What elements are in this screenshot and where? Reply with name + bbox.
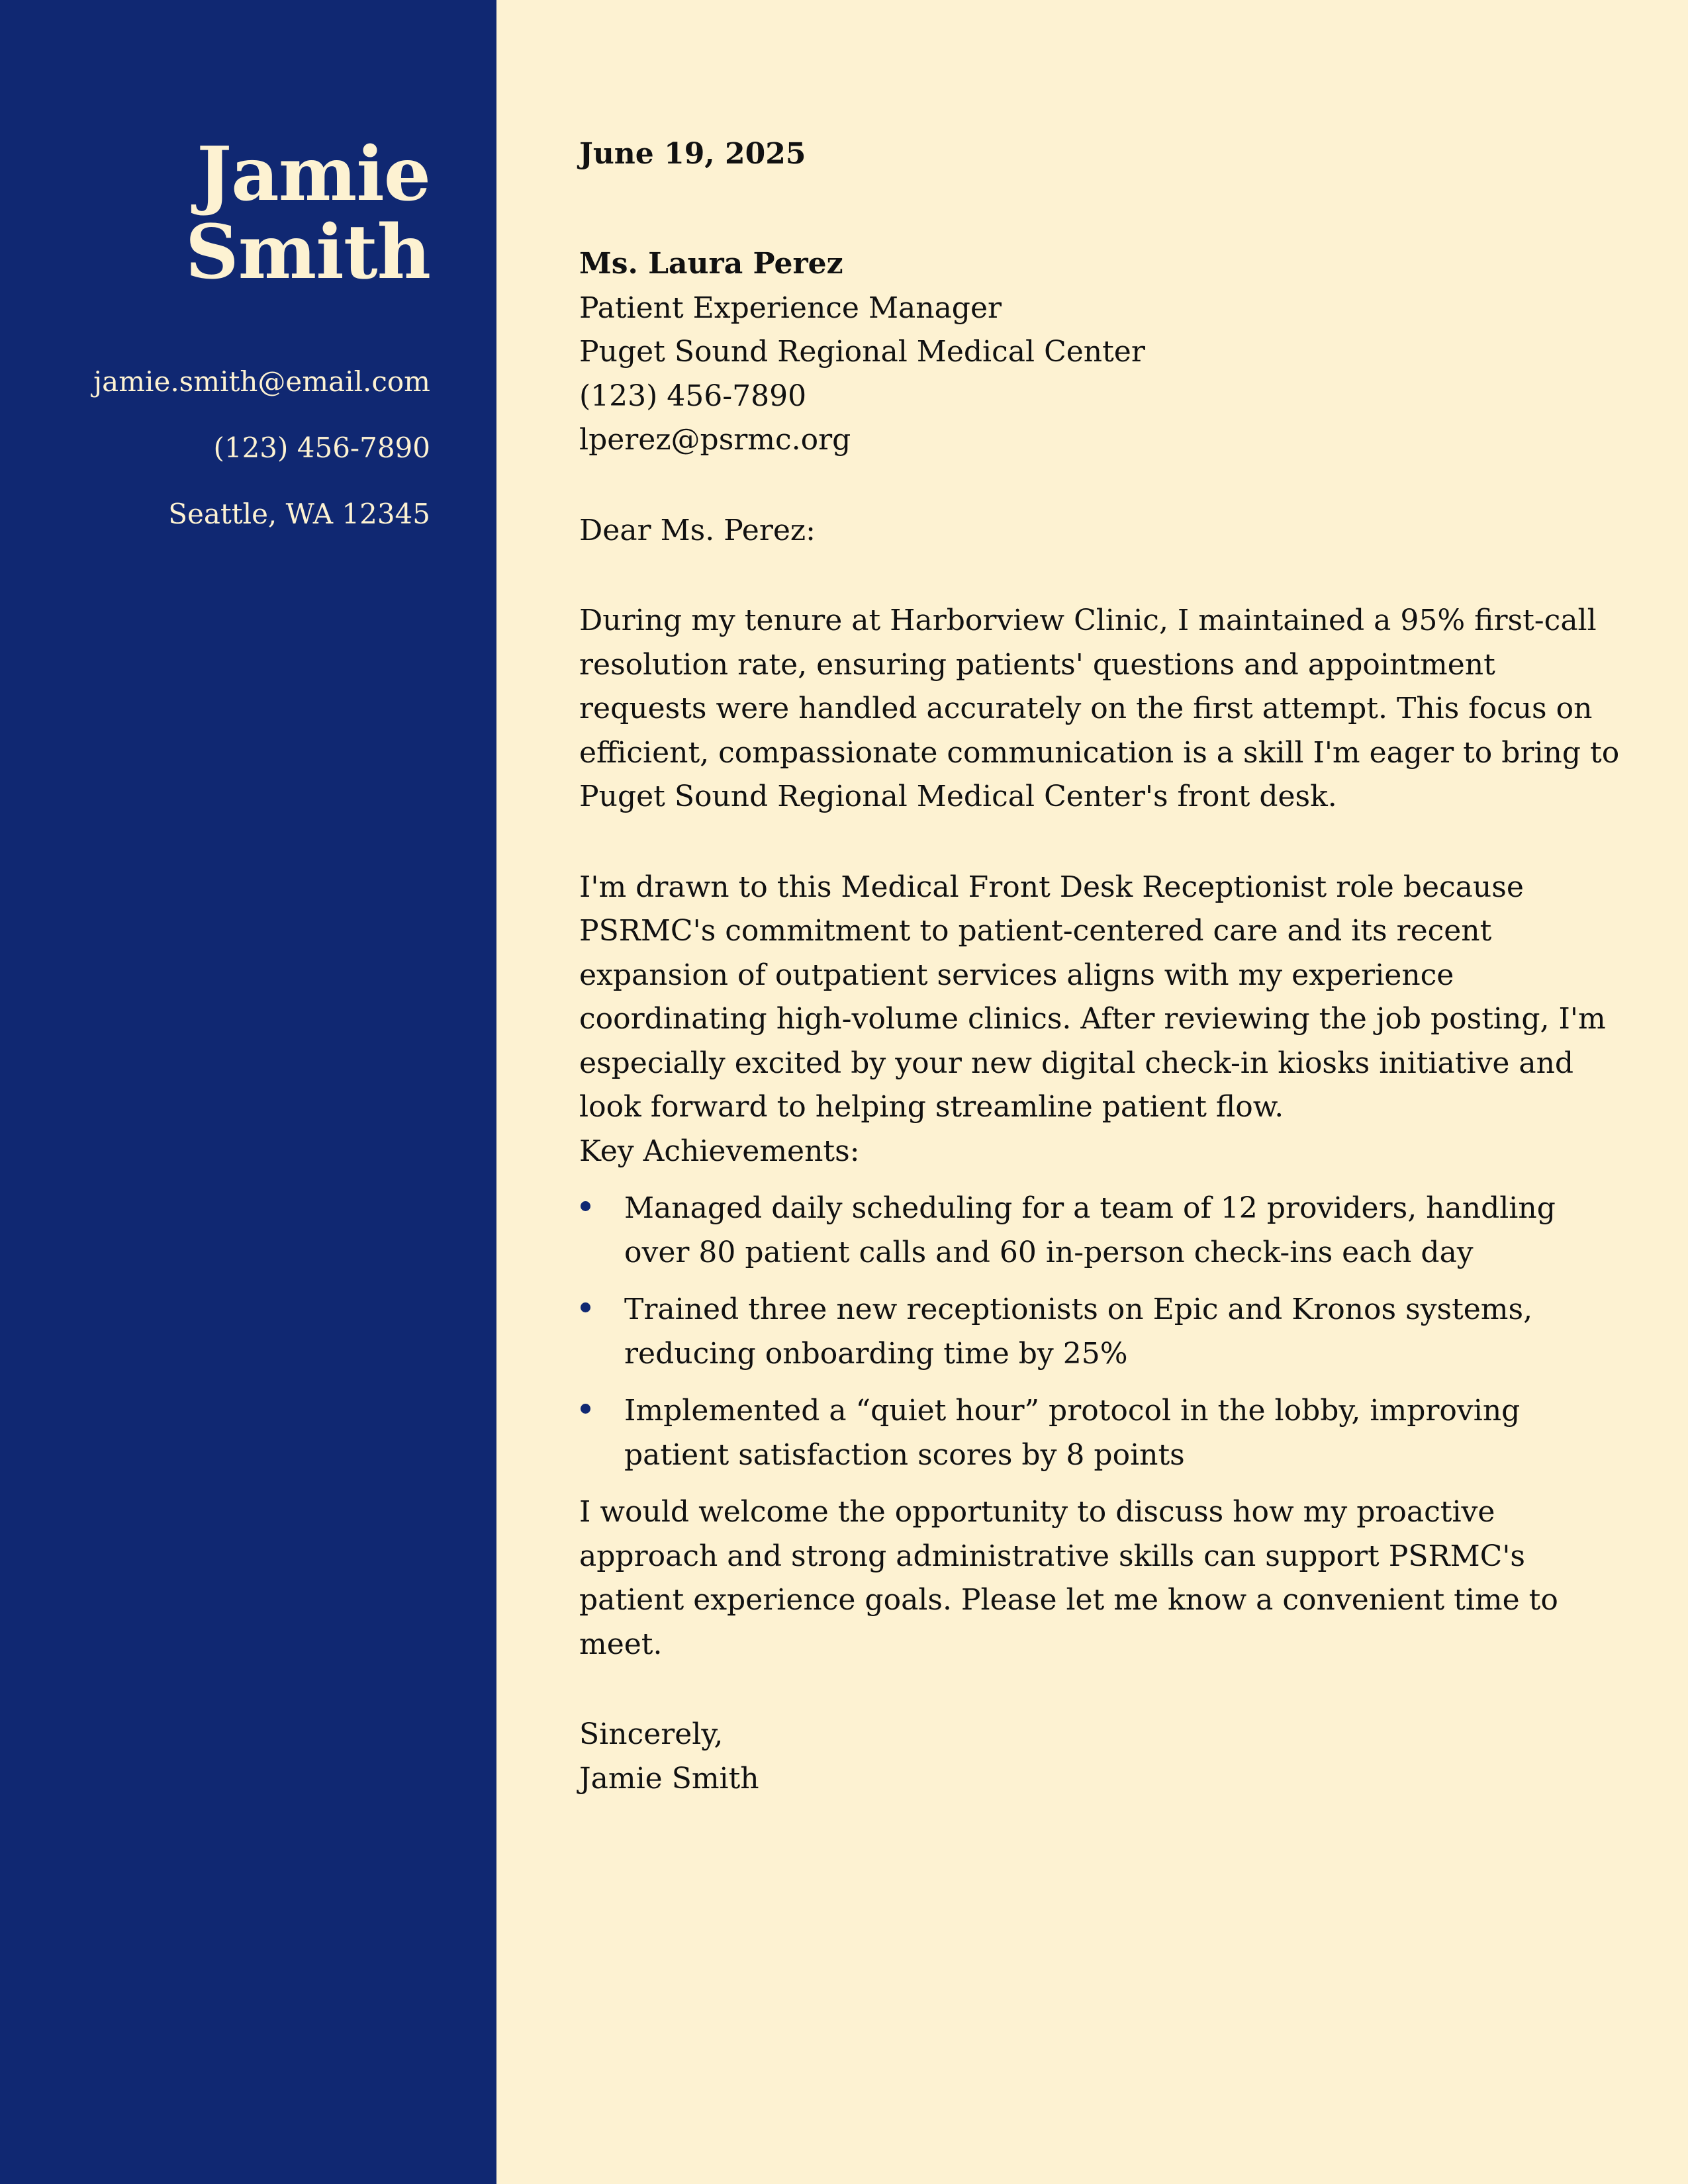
letter-date: June 19, 2025 — [579, 137, 806, 171]
recipient-title: Patient Experience Manager — [579, 291, 1002, 325]
bullet-icon — [581, 1404, 590, 1414]
paragraph-2: I'm drawn to this Medical Front Desk Receptionist role because PSRMC's commitment to patient-centered care and its recent expansion of outpatient services aligns with my experience coordinating high-volume clinics. After reviewing the job posting, I'm especially excited by your new digital check-in kiosks initiative and look forward to helping streamline patient flow. — [579, 870, 1606, 1124]
recipient-email: lperez@psrmc.org — [579, 423, 851, 457]
achievement-text: Trained three new receptionists on Epic and Kronos systems, reducing onboarding time by 25% — [624, 1293, 1533, 1371]
signoff-block — [579, 1713, 1625, 1801]
recipient-phone: (123) 456-7890 — [579, 379, 807, 413]
recipient-block — [579, 242, 1625, 463]
list-item — [579, 1187, 1625, 1275]
paragraph-1: During my tenure at Harborview Clinic, I maintained a 95% first-call resolution rate, ensuring patients' questions and appointment requests were handled accurately on the first attempt. This focus on efficient, compassionate communication is a skill I'm eager to bring to Puget Sound Regional Medical Center's front desk. — [579, 604, 1620, 813]
recipient-name: Ms. Laura Perez — [579, 247, 843, 281]
achievement-text: Implemented a “quiet hour” protocol in the lobby, improving patient satisfaction scores by 8 points — [624, 1394, 1521, 1472]
recipient-organization: Puget Sound Regional Medical Center — [579, 335, 1145, 369]
list-item — [579, 1389, 1625, 1477]
bullet-icon — [581, 1302, 590, 1312]
achievements-list — [579, 1187, 1625, 1477]
sender-email: jamie.smith@email.com — [93, 365, 430, 398]
sender-location: Seattle, WA 12345 — [168, 498, 430, 530]
sidebar — [0, 0, 496, 2184]
achievement-text: Managed daily scheduling for a team of 12 providers, handling over 80 patient calls and 60 in-person check-ins each day — [624, 1191, 1556, 1269]
sender-contact — [93, 365, 430, 564]
sender-name — [185, 131, 430, 296]
sender-last-name: Smith — [185, 209, 430, 296]
letter-body — [579, 132, 1625, 1801]
closing-paragraph: I would welcome the opportunity to discuss how my proactive approach and strong administrative skills can support PSRMC's patient experience goals. Please let me know a convenient time to meet. — [579, 1495, 1558, 1661]
sign-off: Sincerely, — [579, 1717, 724, 1751]
list-item — [579, 1288, 1625, 1376]
salutation: Dear Ms. Perez: — [579, 513, 816, 547]
sender-phone: (123) 456-7890 — [213, 432, 430, 464]
sender-first-name: Jamie — [197, 131, 430, 218]
signature-name: Jamie Smith — [579, 1761, 759, 1796]
bullet-icon — [581, 1201, 590, 1211]
achievements-label: Key Achievements: — [579, 1134, 860, 1168]
